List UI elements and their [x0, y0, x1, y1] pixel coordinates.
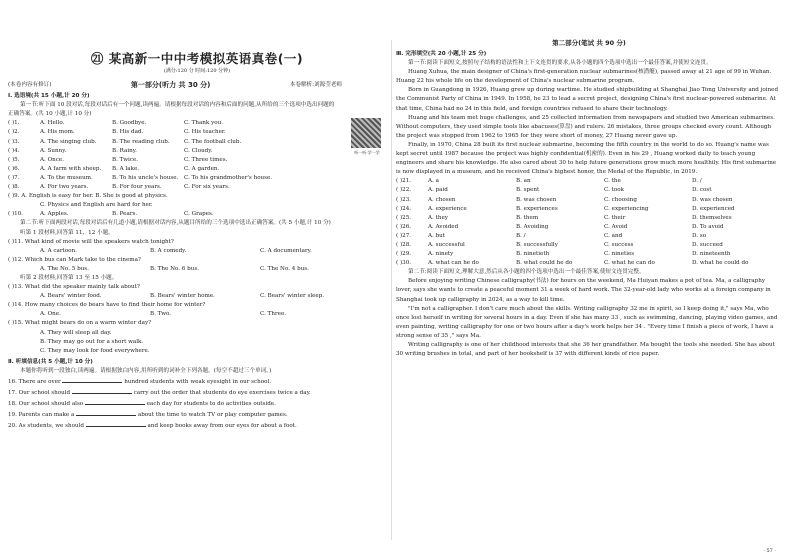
option-d: D. nineteenth — [692, 251, 731, 258]
option-a: A. Once. — [40, 156, 65, 163]
question-14-options — [8, 310, 386, 319]
option-b: B. A lake. — [112, 165, 140, 172]
qr-code-icon[interactable] — [351, 118, 381, 148]
option-c: C. took — [604, 187, 625, 194]
option-a: A. paid — [428, 187, 448, 194]
listen-material-2: 听第 2 段材料,回答第 13 至 15 小题。 — [20, 274, 118, 281]
question-13-options — [8, 292, 386, 301]
left-column — [8, 0, 386, 558]
option-c: C. A garden. — [184, 165, 220, 172]
question-15-option-c: C. They may look for food everywhere. — [40, 347, 150, 354]
qr-caption: 听一听·学一学 — [354, 150, 380, 155]
cloze-row — [396, 214, 782, 223]
fill-rest: carry out the order that students do eye exercises twice a day. — [133, 390, 311, 397]
question-number: ( )2. — [8, 129, 20, 136]
cloze-row — [396, 223, 782, 232]
option-b: B. experiences — [516, 205, 558, 212]
option-c: C. The football club. — [184, 138, 242, 145]
listen-material-1: 听第 1 段材料,回答第 11、12 小题。 — [20, 229, 114, 236]
question-row — [8, 174, 386, 183]
question-row — [8, 183, 386, 192]
section-3-part2-directions: 第二节:阅读下面短文,理解大意,然后从各小题的四个选项中选出一个最佳答案,使短文连贯完整。 — [408, 269, 645, 276]
option-c: C. and — [604, 232, 623, 239]
question-14: ( )14. How many choices do bears have to find their home for winter? — [8, 302, 206, 309]
option-b: B. an — [516, 178, 531, 185]
question-number: ( )30. — [396, 260, 412, 267]
fill-rest: each day for students to do activities outside. — [146, 401, 276, 408]
exam-title: ㉑ 某高新一中中考模拟英语真卷(一) — [90, 51, 304, 66]
passage-1-paragraph-4: Finally, in 1970, China 28 built its first nuclear submarine, becoming the fifth country in the world to do so. Huang's name was kept secret until 1987 because the project was highly confidential(机密的). Even in his 29 , Huang worked daily to teach young engineers and share his knowledge. He also cared about 30 to help future generations grow much more healthily. His first submarine is now displayed in a museum, and he received China's highest honor, the Medal of the Republic, in 2019. — [396, 141, 777, 176]
fill-in-questions — [8, 376, 386, 431]
cloze-options — [396, 177, 782, 268]
question-9-option-c: C. Physics and English are hard for her. — [40, 202, 153, 209]
question-number: ( )3. — [8, 138, 20, 145]
cloze-row — [396, 177, 782, 186]
question-number: ( )25. — [396, 214, 412, 221]
option-d: D. so — [692, 232, 707, 239]
option-c: C. Three. — [260, 311, 287, 318]
option-b: B. To his uncle's house. — [112, 174, 179, 181]
option-d: D. cost — [692, 187, 712, 194]
option-b: B. For four years. — [112, 184, 162, 191]
cloze-row — [396, 232, 782, 241]
question-number: ( )10. — [8, 211, 24, 218]
question-row — [8, 147, 386, 156]
fill-prompt: 18. Our school should also — [8, 401, 84, 408]
question-number: ( )8. — [8, 184, 20, 191]
option-b: B. The No. 6 bus. — [150, 265, 199, 272]
question-number: ( )22. — [396, 187, 412, 194]
cloze-row — [396, 241, 782, 250]
option-a: A. A cartoon. — [40, 247, 77, 254]
option-b: B. / — [516, 232, 526, 239]
question-number: ( )29. — [396, 251, 412, 258]
option-c: C. His teacher. — [184, 129, 226, 136]
option-b: B. Pears. — [112, 211, 138, 218]
fill-question — [8, 387, 386, 398]
section-3-directions: 第一节:阅读下面短文,按照句子结构的语法性和上下文连贯的要求,从各小题的四个选项中选出一个最佳答案,并使短文连贯。 — [408, 60, 712, 67]
fill-question — [8, 409, 386, 420]
option-a: A. Sunny. — [40, 147, 67, 154]
section-2-directions: 本题你将听到一段独白,读两遍。请根据独白内容,用所听到的词补全下列各题。(每空不超过三个单词。) — [20, 367, 272, 374]
question-number: ( )4. — [8, 147, 20, 154]
option-a: A. ninety — [428, 251, 454, 258]
option-b: B. Goodbye. — [112, 120, 147, 127]
fill-prompt: 16. There are over — [8, 379, 61, 385]
option-c: C. Three times. — [184, 156, 228, 163]
section-2-title: Ⅱ. 听填信息(共 5 小题,计 10 分) — [8, 358, 93, 365]
question-number: ( )24. — [396, 205, 412, 212]
option-c: C. the — [604, 178, 621, 185]
question-10 — [8, 210, 386, 219]
option-c: C. Avoid — [604, 223, 628, 230]
option-a: A. a — [428, 178, 439, 185]
cloze-row — [396, 186, 782, 195]
option-a: A. The singing club. — [40, 138, 97, 145]
part2-title: 第二部分(笔试 共 90 分) — [552, 39, 626, 47]
revision-note: (本卷内容有修订) — [8, 82, 52, 88]
option-d: D. themselves — [692, 214, 732, 221]
option-a: A. A farm with sheep. — [40, 165, 102, 172]
option-b: B. Bears' winter home. — [150, 293, 215, 300]
fill-question — [8, 376, 386, 387]
question-row — [8, 156, 386, 165]
option-d: D. succeed — [692, 241, 723, 248]
option-a: A. but — [428, 232, 446, 239]
question-12-options — [8, 265, 386, 274]
option-a: A. The No. 5 bus. — [40, 265, 89, 272]
option-c: C. Bears' winter sleep. — [260, 293, 325, 300]
question-13: ( )13. What did the speaker mainly talk about? — [8, 284, 140, 291]
option-d: D. what he could do — [692, 260, 749, 267]
question-row — [8, 138, 386, 147]
option-b: B. Twice. — [112, 156, 138, 163]
option-b: B. them — [516, 214, 539, 221]
option-c: C. A documentary. — [260, 247, 312, 254]
option-c: C. experiencing — [604, 205, 649, 212]
passage-2-paragraph-3: Writing calligraphy is one of her childhood interests that she 36 her grandfather. Ma bought the tools she needed. She has about 30 writing brushes in total, and part of her bookshelf is 37 with different kinds of rice paper. — [396, 342, 775, 358]
option-b: B. spent — [516, 187, 540, 194]
option-a: A. His mom. — [40, 129, 75, 136]
option-c: C. To his grandmother's house. — [184, 174, 273, 181]
question-12: ( )12. Which bus can Mark take to the cinema? — [8, 256, 141, 263]
cloze-row — [396, 205, 782, 214]
cloze-row — [396, 259, 782, 268]
section-3-title: Ⅲ. 完形填空(共 20 小题,计 25 分) — [396, 51, 487, 57]
question-11: ( )11. What kind of movie will the speakers watch tonight? — [8, 238, 174, 245]
option-c: C. For six years. — [184, 184, 230, 191]
page-number: · 57 · — [763, 548, 776, 554]
option-c: C. what he can do — [604, 260, 655, 267]
question-9: ( )9. A. English is easy for her. B. She is good at physics. — [8, 193, 168, 200]
passage-1-paragraph-2: Born in Guangdong in 1926, Huang grew up during wartime. He studied shipbuilding at Shanghai Jiao Tong University and joined the Communist Party of China in 1949. In 1958, he 23 to lead a secret project, designing China's first nuclear-powered submarine. At that time, China had no 24 in this field, and foreign countries refused to share their technology. — [396, 87, 779, 112]
fill-rest: hundred students with weak eyesight in our school. — [124, 379, 272, 385]
cloze-row — [396, 250, 782, 259]
answer-blank[interactable] — [86, 420, 146, 427]
fill-prompt: 19. Parents can make a — [8, 412, 75, 419]
fill-prompt: 17. Our school should — [8, 390, 71, 397]
option-b: B. was chosen — [516, 196, 557, 203]
part1-header — [8, 81, 386, 90]
part1-title: 第一部分(听力 共 30 分) — [130, 81, 211, 89]
option-a: A. Avoided — [428, 223, 459, 230]
question-number: ( )6. — [8, 165, 20, 172]
option-b: B. ninetieth — [516, 251, 550, 258]
question-number: ( )7. — [8, 174, 20, 181]
fill-rest: and keep books away from our eyes for about a foot. — [147, 423, 297, 430]
question-row — [8, 165, 386, 174]
question-number: ( )26. — [396, 223, 412, 230]
section-1-part2-directions: 第二节:听下面两段对话,每段对话后有几道小题,请根据对话内容,从题目所给的三个选项中选出正确答案。(共 5 小题,计 10 分) — [20, 220, 331, 227]
option-a: A. For two years. — [40, 184, 89, 191]
option-b: B. The reading club. — [112, 138, 170, 145]
option-b: B. what could he do — [516, 260, 573, 267]
section-1-title: Ⅰ. 选语境(共 15 小题,计 20 分) — [8, 93, 90, 100]
option-b: B. Rainy. — [112, 147, 137, 154]
option-a: A. what can he do — [428, 260, 479, 267]
option-a: A. they — [428, 214, 448, 221]
option-c: C. choosing — [604, 196, 637, 203]
option-c: C. nineties — [604, 251, 635, 258]
questions-1-8 — [8, 119, 386, 192]
option-a: A. One. — [40, 311, 61, 318]
exam-meta: (满分:120 分 时间:120 分钟) — [163, 68, 231, 74]
option-c: C. Cloudy. — [184, 147, 213, 154]
option-b: B. A comedy. — [150, 247, 187, 254]
question-15-option-a: A. They will sleep all day. — [40, 329, 112, 336]
option-c: C. their — [604, 214, 626, 221]
fill-rest: about the time to watch TV or play computer games. — [137, 412, 288, 419]
option-a: A. experience — [428, 205, 467, 212]
option-c: C. Thank you. — [184, 120, 223, 127]
option-c: C. success — [604, 241, 634, 248]
option-c: C. The No. 4 bus. — [260, 265, 309, 272]
question-number: ( )23. — [396, 196, 412, 203]
question-11-options — [8, 247, 386, 256]
question-number: ( )21. — [396, 178, 412, 185]
option-b: B. successfully — [516, 241, 558, 248]
answer-blank[interactable] — [76, 409, 136, 416]
option-b: B. Avoiding — [516, 223, 549, 230]
passage-2-paragraph-2: "I'm not a calligrapher. I don't care much about the skills. Writing calligraphy 32 me in spirit, so I keep doing it," says Ma, who once lost herself in writing for several hours in a day. Even if she has many 33 , such as swimming, dancing, playing video games, and even painting, writing calligraphy for one or two hours after a day's work helps her 34 . "Every time I finish a piece of work, I have a strong sense of 35 ," says Ma. — [396, 305, 778, 339]
option-a: A. successful — [428, 241, 465, 248]
option-a: A. Hello. — [40, 120, 65, 127]
question-15: ( )15. What might bears do on a warm winter day? — [8, 320, 152, 327]
right-column — [396, 0, 782, 558]
question-number: ( )1. — [8, 120, 20, 127]
passage-1-paragraph-3: Huang and his team met huge challenges, and 25 collected information from newspapers and studied two American submarines. Without computers, they used simple tools like abacuses(算盘) and rulers. 26 mistakes, three groups checked every count. Although the project was stopped from 1962 to 1965 for they were short of money, 27 Huang never gave up. — [396, 114, 775, 139]
option-c: C. Grapes. — [184, 211, 214, 218]
option-d: D. was chosen — [692, 196, 733, 203]
fill-question — [8, 398, 386, 409]
option-d: D. / — [692, 178, 702, 185]
cloze-row — [396, 196, 782, 205]
analyst-credit: 本卷解析:刘源莹老师 — [289, 82, 342, 88]
option-a: A. Apples. — [40, 211, 69, 218]
option-a: A. Bears' winter food. — [40, 293, 102, 300]
question-15-option-b: B. They may go out for a short walk. — [40, 338, 144, 345]
section-1-directions: 第一节:听下面 10 段对话,每段对话后有一个问题,读两遍。请根据每段对话的内容和后面的问题,从所给的三个选项中选出问题的正确答案。(共 10 小题,计 10 分) — [8, 102, 335, 118]
option-a: A. To the museum. — [40, 174, 93, 181]
option-b: B. His dad. — [112, 129, 144, 136]
question-number: ( )27. — [396, 232, 412, 239]
column-divider — [391, 40, 392, 540]
passage-2-paragraph-1: Before enjoying writing Chinese calligraphy(书法) for hours on the weekend, Ma Huiyan makes a pot of tea. Ma, a calligraphy lover, says she wants to create a peaceful moment 31 a week of hard work. The 32-year-old lady who works at a foreign company in Shanghai took up calligraphy in 2024, as a way to kill time. — [396, 278, 771, 303]
fill-prompt: 20. As students, we should — [8, 423, 84, 430]
answer-blank[interactable] — [62, 376, 122, 383]
question-row — [8, 128, 386, 137]
answer-blank[interactable] — [72, 387, 132, 394]
answer-blank[interactable] — [85, 398, 145, 405]
option-d: D. experienced — [692, 205, 735, 212]
option-a: A. chosen — [428, 196, 456, 203]
option-b: B. Two. — [150, 311, 172, 318]
option-d: D. To avoid — [692, 223, 724, 230]
question-number: ( )28. — [396, 241, 412, 248]
question-row — [8, 119, 386, 128]
question-number: ( )5. — [8, 156, 20, 163]
fill-question — [8, 420, 386, 431]
passage-1-paragraph-1: Huang Xuhua, the main designer of China's first-generation nuclear submarines(核潜艇), passed away at 21 age of 99 in Wuhan. Huang 22 his whole life on the development of China's nuclear submarine program. — [396, 69, 772, 85]
